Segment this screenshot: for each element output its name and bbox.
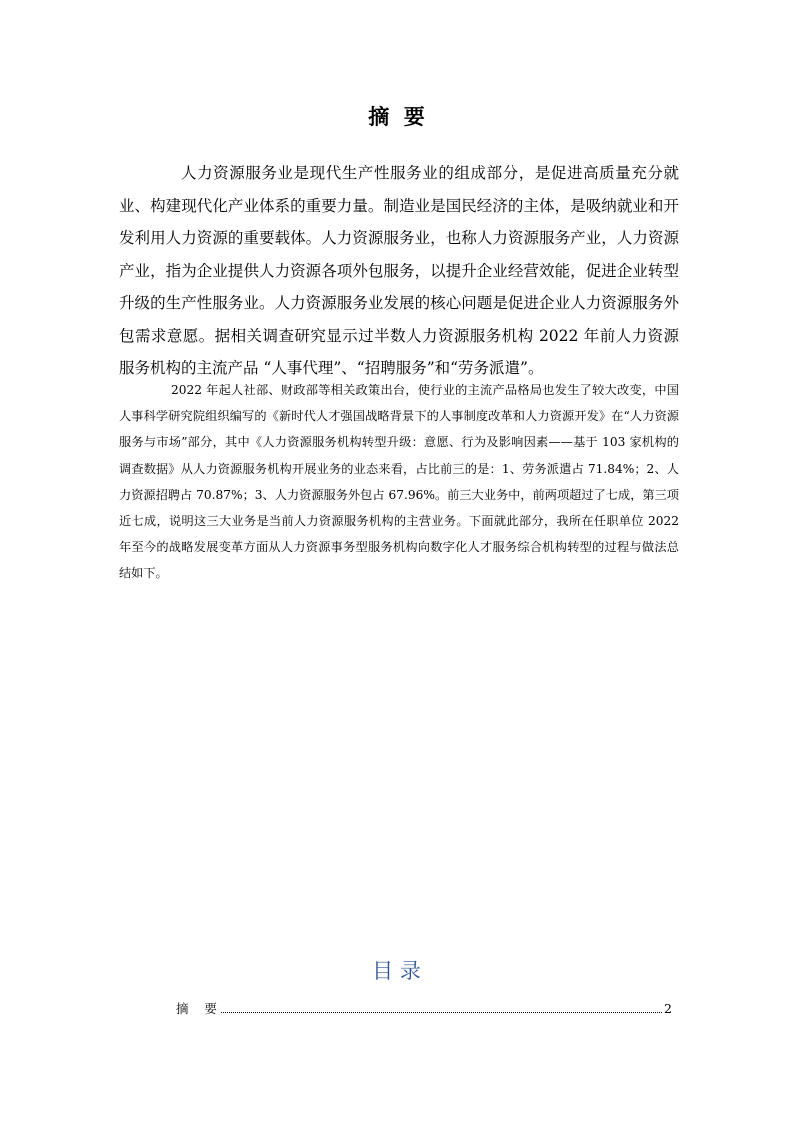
toc-dot-leader <box>221 1011 662 1013</box>
abstract-paragraph-2: 2022 年起人社部、财政部等相关政策出台，使行业的主流产品格局也发生了较大改变，中国人事科学研究院组织编写的《新时代人才强国战略背景下的人事制度改革和人力资源开发》在“人力资源服务与市场”部分，其中《人力资源服务机构转型升级：意愿、行为及影响因素——基于 103 家机构的调查数据》从人力资源服务机构开展业务的业态来看，占比前三的是：1、劳务派遣占 71.84%；2、人力资源招聘占 70.87%；3、人力资源服务外包占 67.96%。前三大业务中，前两项超过了七成，第三项近七成，说明这三大业务是当前人力资源服务机构的主营业务。下面就此部分，我所在任职单位 2022 年至今的战略发展变革方面从人力资源事务型服务机构向数字化人才服务综合机构转型的过程与做法总结如下。 <box>119 383 679 581</box>
toc-title: 目 录 <box>372 959 421 983</box>
abstract-title: 摘 要 <box>368 105 425 129</box>
abstract-paragraph-1: 人力资源服务业是现代生产性服务业的组成部分，是促进高质量充分就业、构建现代化产业体系的重要力量。制造业是国民经济的主体，是吸纳就业和开发利用人力资源的重要载体。人力资源服务业，也称人力资源服务产业，人力资源产业，指为企业提供人力资源各项外包服务，以提升企业经营效能，促进企业转型升级的生产性服务业。人力资源服务业发展的核心问题是促进企业人力资源服务外包需求意愿。据相关调查研究显示过半数人力资源服务机构 2022 年前人力资源服务机构的主流产品 “人事代理”、“招聘服务”和“劳务派遣”。 <box>119 164 679 377</box>
toc-entry-label: 摘 要 <box>176 1001 217 1016</box>
toc-entry-page: 2 <box>664 1001 672 1016</box>
toc-entry[interactable] <box>176 999 672 1017</box>
